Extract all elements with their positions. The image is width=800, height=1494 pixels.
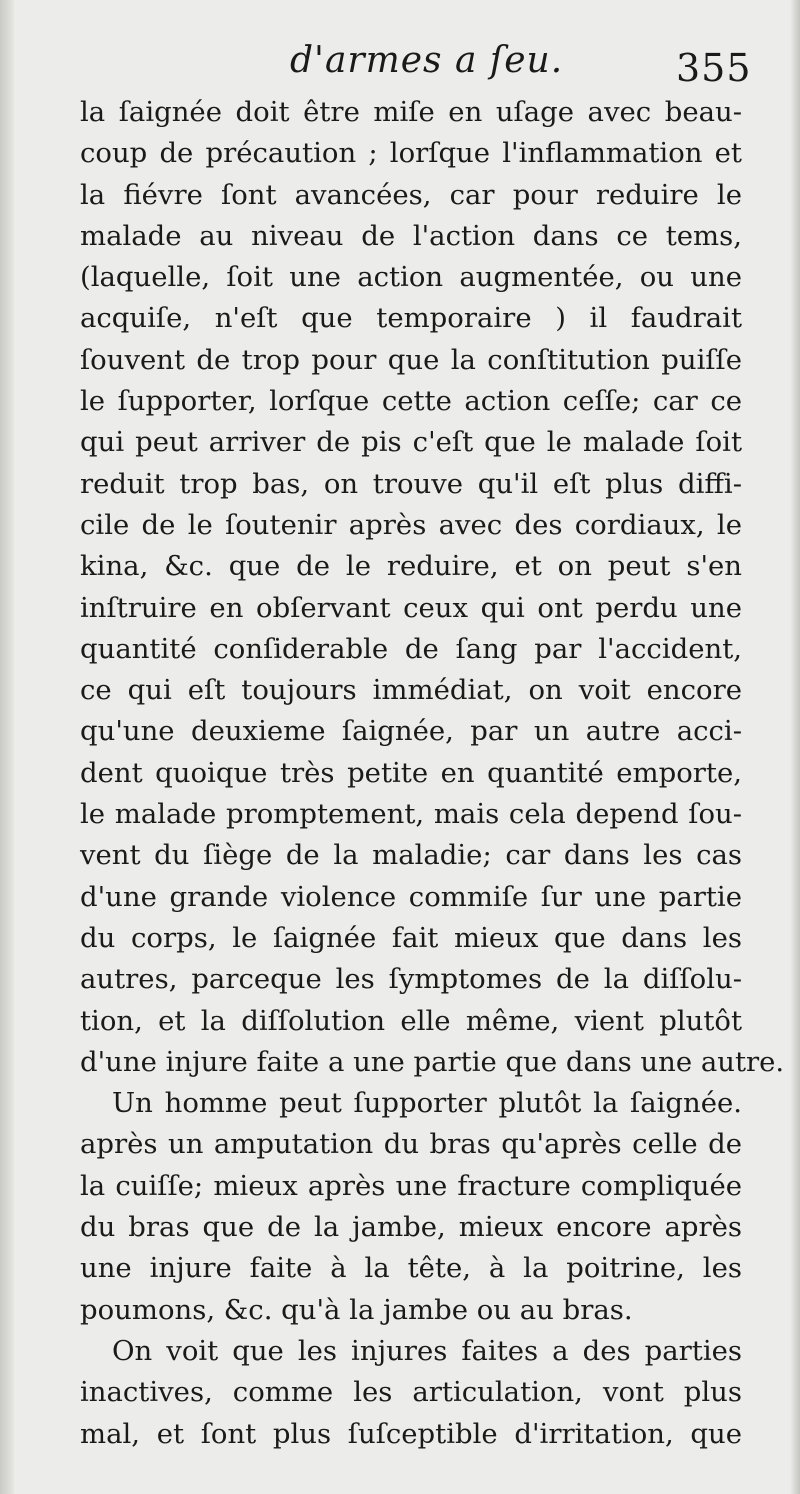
text-line: inſtruire en obſervant ceux qui ont perdu une xyxy=(80,591,742,624)
text-line: le ſupporter, lorſque cette action ceſſe; car ce xyxy=(80,385,742,418)
text-line: ſouvent de trop pour que la conſtitution puiſſe xyxy=(80,343,742,376)
paragraph-start-line: Un homme peut ſupporter plutôt la ſaignée. xyxy=(112,1087,742,1120)
text-line: inactives, comme les articulation, vont plus xyxy=(80,1376,742,1409)
text-line: ce qui eſt toujours immédiat, on voit encore xyxy=(80,674,742,707)
text-line: vent du ſiège de la maladie; car dans les cas xyxy=(80,839,742,872)
text-line: kina, &c. que de le reduire, et on peut s'en xyxy=(80,550,742,583)
text-line: reduit trop bas, on trouve qu'il eſt plus diffi- xyxy=(80,467,742,500)
text-line: tion, et la diſſolution elle même, vient plutôt xyxy=(80,1004,742,1037)
text-line: dent quoique très petite en quantité emporte, xyxy=(80,756,742,789)
text-line: la cuiſſe; mieux après une fracture compliquée xyxy=(80,1169,742,1202)
text-line: acquiſe, n'eſt que temporaire ) il faudrait xyxy=(80,302,742,335)
text-line: cile de le ſoutenir après avec des cordiaux, le xyxy=(80,508,742,541)
text-line: coup de précaution ; lorſque l'inflammation et xyxy=(80,137,742,170)
text-line: quantité conſiderable de ſang par l'accident, xyxy=(80,632,742,665)
text-line: la fiévre ſont avancées, car pour reduire le xyxy=(80,178,742,211)
text-line: après un amputation du bras qu'après celle de xyxy=(80,1128,742,1161)
paragraph-end-line: poumons, &c. qu'à la jambe ou au bras. xyxy=(80,1293,633,1326)
text-line: la ſaignée doit être miſe en uſage avec beau- xyxy=(80,96,742,128)
text-line: qui peut arriver de pis c'eſt que le malade ſoit xyxy=(80,426,742,459)
text-line: du bras que de la jambe, mieux encore après xyxy=(80,1211,742,1244)
paragraph-end-line: d'une injure faite a une partie que dans une autre. xyxy=(80,1045,785,1078)
text-line: malade au niveau de l'action dans ce tems, xyxy=(80,219,742,252)
page-gutter-shadow xyxy=(0,0,14,1494)
body-text xyxy=(80,92,785,1455)
text-line: autres, parceque les ſymptomes de la diſſolu- xyxy=(80,963,742,996)
text-line: mal, et ſont plus ſuſceptible d'irritation, que xyxy=(80,1417,742,1450)
text-line: le malade promptement, mais cela depend ſou- xyxy=(80,798,742,831)
page-number: 355 xyxy=(676,46,752,90)
paragraph-start-line: On voit que les injures faites a des parties xyxy=(112,1334,742,1367)
text-line: qu'une deuxieme ſaignée, par un autre acci- xyxy=(80,715,742,748)
text-line: d'une grande violence commiſe ſur une partie xyxy=(80,880,742,913)
text-line: (laquelle, ſoit une action augmentée, ou une xyxy=(80,261,742,294)
text-line: une injure faite à la tête, à la poitrine, les xyxy=(80,1252,742,1285)
page-edge-shadow xyxy=(790,0,800,1494)
running-title: d'armes a ſeu. xyxy=(290,40,564,81)
text-line: du corps, le ſaignée fait mieux que dans les xyxy=(80,921,742,954)
